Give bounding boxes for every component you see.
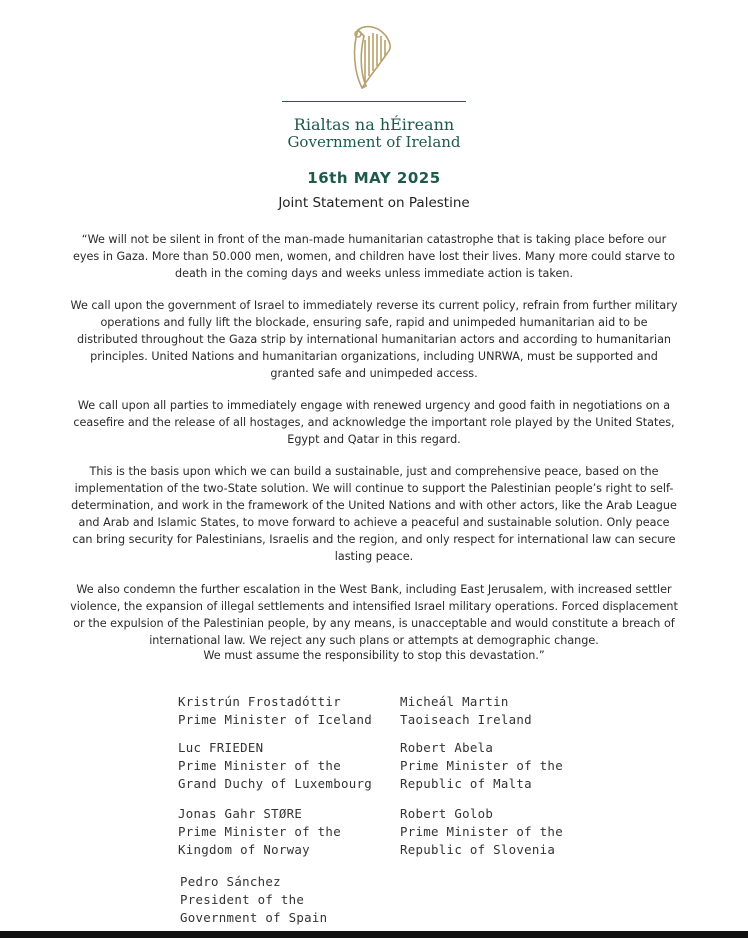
signatory-title: President of the	[180, 892, 305, 907]
government-name-irish: Rialtas na hÉireann	[293, 115, 455, 134]
signatory-slovenia	[400, 805, 563, 859]
signatory-iceland	[178, 693, 372, 729]
bottom-edge-bar	[0, 931, 748, 938]
signatory-name: Luc FRIEDEN	[178, 740, 264, 755]
harp-emblem-icon	[348, 22, 398, 94]
statement-title: Joint Statement on Palestine	[278, 195, 470, 211]
government-name-english: Government of Ireland	[287, 133, 461, 151]
signatory-title: Prime Minister of the	[400, 758, 563, 773]
signatory-title: Republic of Malta	[400, 776, 532, 791]
signatory-norway	[178, 805, 341, 859]
signatory-title: Kingdom of Norway	[178, 842, 310, 857]
header-divider	[282, 101, 466, 102]
paragraph-2: We call upon the government of Israel to immediately reverse its current policy, refrain from further military operations and fully lift the blockade, ensuring safe, rapid and unimpeded humanitarian aid to be distributed throughout the Gaza strip by international humanitarian actors and according to humanitarian principles. United Nations and humanitarian organizations, including UNRWA, must be supported and granted safe and unimpeded access.	[70, 299, 678, 380]
signatory-ireland	[400, 693, 532, 729]
signatory-name: Micheál Martin	[400, 694, 509, 709]
signatory-title: Republic of Slovenia	[400, 842, 556, 857]
signatory-name: Pedro Sánchez	[180, 874, 281, 889]
signatory-name: Jonas Gahr STØRE	[178, 806, 303, 821]
paragraph-1: “We will not be silent in front of the man-made humanitarian catastrophe that is taking place before our eyes in Gaza. More than 50.000 men, women, and children have lost their lives. Many more could starve to death in the coming days and weeks unless immediate action is taken.	[72, 233, 675, 280]
paragraph-3: We call upon all parties to immediately engage with renewed urgency and good faith in negotiations on a ceasefire and the release of all hostages, and acknowledge the important role played by the United States, Egypt and Qatar in this regard.	[73, 399, 675, 446]
signatory-title: Taoiseach Ireland	[400, 712, 532, 727]
statement-date: 16th MAY 2025	[307, 169, 441, 187]
paragraph-5: We also condemn the further escalation in the West Bank, including East Jerusalem, with increased settler violence, the expansion of illegal settlements and intensified Israel military operations. Forced displacement or the expulsion of the Palestinian people, by any means, is unacceptable and would constitute a breach of international law. We reject any such plans or attempts at demographic change.	[70, 583, 678, 647]
paragraph-4: This is the basis upon which we can build a sustainable, just and comprehensive peace, based on the implementation of the two-State solution. We will continue to support the Palestinian people’s right to self-determination, and work in the framework of the United Nations and with other actors, like the Arab League and Arab and Islamic States, to move forward to achieve a peaceful and sustainable solution. Only peace can bring security for Palestinians, Israelis and the region, and only respect for international law can secure lasting peace.	[71, 465, 677, 563]
signatory-malta	[400, 739, 563, 793]
signatory-name: Robert Golob	[400, 806, 494, 821]
signatory-spain	[180, 873, 327, 927]
signatory-title: Prime Minister of the	[400, 824, 563, 839]
signatory-luxembourg	[178, 739, 372, 793]
signatory-title: Prime Minister of the	[178, 824, 341, 839]
signatory-name: Robert Abela	[400, 740, 494, 755]
signatory-title: Grand Duchy of Luxembourg	[178, 776, 372, 791]
signatory-title: Government of Spain	[180, 910, 328, 925]
closing-line: We must assume the responsibility to stop this devastation.”	[203, 649, 545, 662]
signatory-name: Kristrún Frostadóttir	[178, 694, 341, 709]
signatory-title: Prime Minister of the	[178, 758, 341, 773]
signatory-title: Prime Minister of Iceland	[178, 712, 372, 727]
